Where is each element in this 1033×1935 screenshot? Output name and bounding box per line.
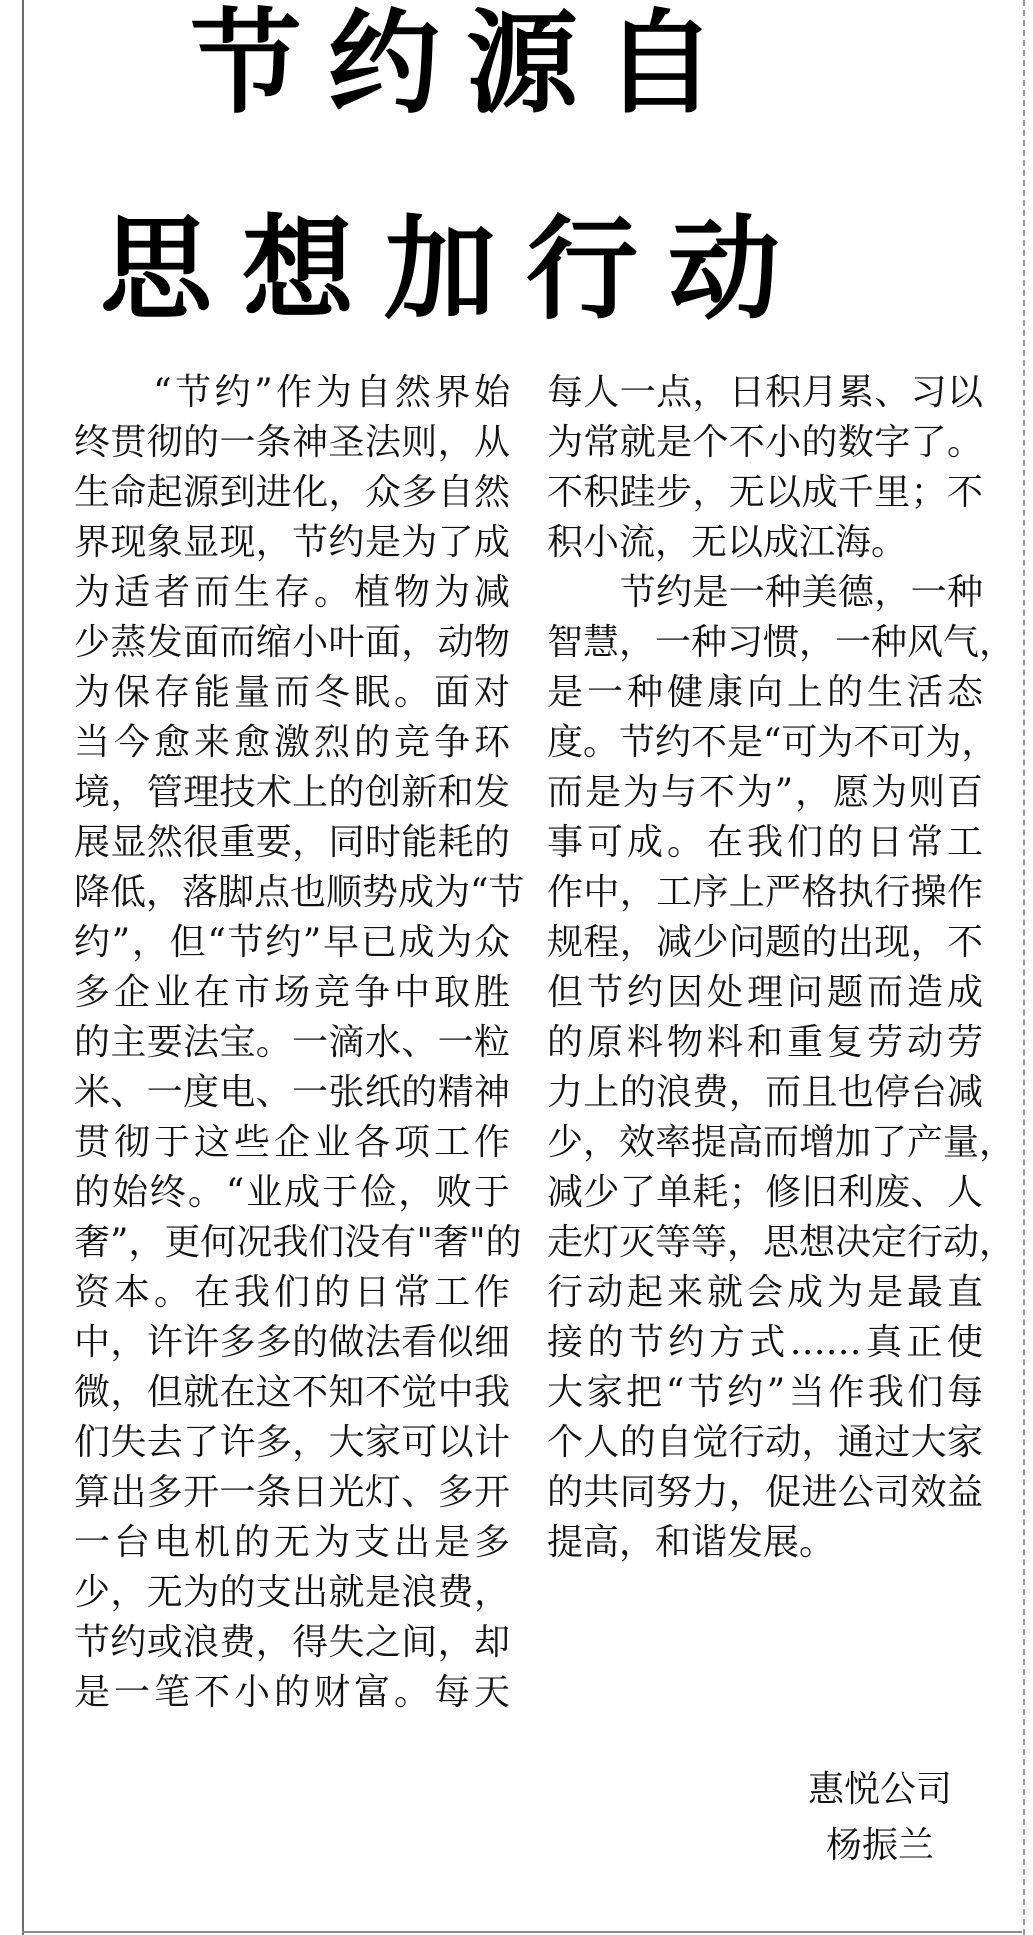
text-line: 节约是一种美德，一种 <box>547 572 983 613</box>
text-line: 当今愈来愈激烈的竞争环 <box>74 722 510 763</box>
text-line: 多企业在市场竞争中取胜 <box>74 972 510 1013</box>
text-line: 接的节约方式……真正使 <box>547 1322 983 1363</box>
article-title-line-2: 思想加行动 <box>100 205 810 335</box>
left-border-rule <box>22 0 24 1935</box>
text-line: 微，但就在这不知不觉中我 <box>74 1372 510 1413</box>
text-line: 少，效率提高而增加了产量， <box>547 1122 1016 1163</box>
text-line: 智慧，一种习惯，一种风气， <box>547 622 1016 663</box>
text-line: 度。节约不是“可为不可为， <box>547 722 998 763</box>
text-line: 积小流，无以成江海。 <box>547 522 908 563</box>
text-line: 米、一度电、一张纸的精神 <box>74 1072 510 1113</box>
text-line: 少蒸发面而缩小叶面，动物 <box>74 622 510 663</box>
text-line: 走灯灭等等，思想决定行动， <box>547 1222 1016 1263</box>
text-line: 少，无为的支出就是浪费， <box>74 1572 510 1613</box>
text-line: 作中，工序上严格执行操作 <box>547 872 983 913</box>
text-line: 不积跬步，无以成千里；不 <box>547 472 983 513</box>
text-line: 是一种健康向上的生活态 <box>547 672 983 713</box>
text-line: 为保存能量而冬眠。面对 <box>74 672 510 713</box>
text-line: 行动起来就会成为是最直 <box>547 1272 983 1313</box>
text-line: 的共同努力，促进公司效益 <box>547 1472 983 1513</box>
text-line: 而是为与不为”，愿为则百 <box>547 772 983 813</box>
text-line: 的原料物料和重复劳动劳 <box>547 1022 983 1063</box>
text-line: 力上的浪费，而且也停台减 <box>547 1072 983 1113</box>
text-line: 一台电机的无为支出是多 <box>74 1522 510 1563</box>
byline-company: 惠悦公司 <box>807 1769 952 1810</box>
text-line: 大家把“节约”当作我们每 <box>547 1372 983 1413</box>
text-line: 境，管理技术上的创新和发 <box>74 772 510 813</box>
text-line: 节约或浪费，得失之间，却 <box>74 1622 510 1663</box>
byline-author: 杨振兰 <box>825 1825 934 1866</box>
text-line: 为常就是个不小的数字了。 <box>547 422 983 463</box>
text-line: 降低，落脚点也顺势成为“节 <box>74 872 525 913</box>
text-line: 的始终。“业成于俭，败于 <box>74 1172 510 1213</box>
text-line: 事可成。在我们的日常工 <box>547 822 983 863</box>
text-line: 是一笔不小的财富。每天 <box>74 1672 510 1713</box>
text-line: 贯彻于这些企业各项工作 <box>74 1122 510 1163</box>
text-line: 的主要法宝。一滴水、一粒 <box>74 1022 510 1063</box>
article-body-right-column <box>547 368 1016 1568</box>
right-dashed-border <box>1023 0 1025 1935</box>
text-line: “节约”作为自然界始 <box>74 372 510 413</box>
text-line: 约”，但“节约”早已成为众 <box>74 922 510 963</box>
text-line: 界现象显现，节约是为了成 <box>74 522 510 563</box>
text-line: 生命起源到进化，众多自然 <box>74 472 510 513</box>
text-line: 资本。在我们的日常工作 <box>74 1272 510 1313</box>
text-line: 算出多开一条日光灯、多开 <box>74 1472 510 1513</box>
text-line: 但节约因处理问题而造成 <box>547 972 983 1013</box>
article-title-line-1: 节约源自 <box>190 0 742 129</box>
text-line: 个人的自觉行动，通过大家 <box>547 1422 983 1463</box>
article-body-left-column <box>74 368 525 1718</box>
text-line: 们失去了许多，大家可以计 <box>74 1422 510 1463</box>
text-line: 中，许许多多的做法看似细 <box>74 1322 510 1363</box>
text-line: 减少了单耗；修旧利废、人 <box>547 1172 983 1213</box>
text-line: 奢”，更何况我们没有"奢"的 <box>74 1222 522 1263</box>
bottom-border-rule <box>22 1931 1022 1933</box>
text-line: 规程，减少问题的出现，不 <box>547 922 983 963</box>
text-line: 终贯彻的一条神圣法则，从 <box>74 422 510 463</box>
text-line: 展显然很重要，同时能耗的 <box>74 822 510 863</box>
text-line: 为适者而生存。植物为减 <box>74 572 510 613</box>
text-line: 每人一点，日积月累、习以 <box>547 372 983 413</box>
text-line: 提高，和谐发展。 <box>547 1522 836 1563</box>
